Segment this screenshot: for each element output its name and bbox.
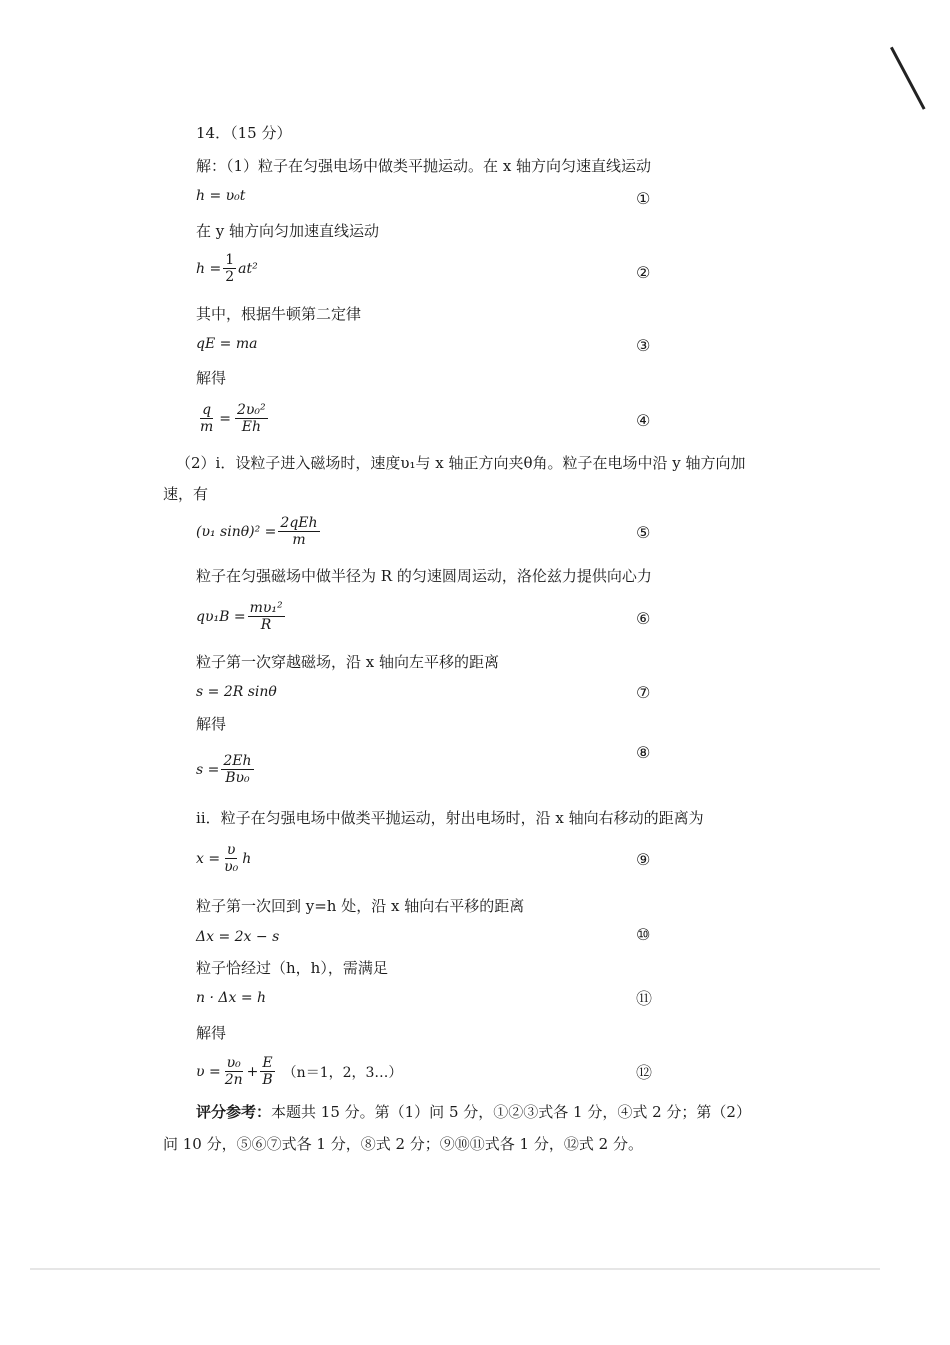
equation-3: qE = ma	[196, 336, 258, 352]
eq4-fraction-left	[198, 402, 215, 435]
equation-7: s = 2R sinθ	[196, 684, 277, 700]
part1-solve: 解得	[196, 369, 227, 387]
part2-circular: 粒子在匀强磁场中做半径为 R 的匀速圆周运动，洛伦兹力提供向心力	[196, 567, 652, 585]
eq12-plus: +	[246, 1063, 259, 1080]
eq8-lhs: s =	[196, 761, 220, 778]
equation-12	[196, 1055, 402, 1088]
eq2-fraction	[223, 252, 236, 285]
equation-10: Δx = 2x − s	[196, 929, 280, 945]
mark-3: ③	[636, 336, 651, 355]
equation-2	[196, 252, 258, 285]
problem-header: 14．（15 分）	[196, 124, 292, 142]
part2-solve1: 解得	[196, 715, 227, 733]
mark-7: ⑦	[636, 683, 651, 702]
eq12-den2: B	[262, 1072, 273, 1088]
equation-4: $\frac{q}{m}$ = $\frac{\text{2υ₀²}}{Eh}$	[200, 402, 266, 435]
eq2-lhs: h =	[196, 260, 222, 277]
part2-condition: 粒子恰经过（h，h），需满足	[196, 959, 388, 977]
scan-bottom-border	[30, 1268, 880, 1270]
eq4-num-right: 2υ₀²	[237, 402, 266, 418]
eq9-num: υ	[226, 842, 236, 858]
eq6-num: mυ₁²	[249, 600, 283, 616]
eq4-fraction-right	[235, 402, 268, 435]
part2-intro-line1: （2）ⅰ．设粒子进入磁场时，速度υ₁与 x 轴正方向夹θ角。粒子在电场中沿 y 轴方向加	[176, 454, 746, 472]
eq6-den: R	[260, 617, 272, 633]
eq2-rhs: at²	[238, 260, 258, 277]
equation-11: n · Δx = h	[196, 990, 267, 1006]
mark-10: ⑩	[636, 925, 651, 944]
part1-newton: 其中，根据牛顿第二定律	[196, 305, 362, 323]
mark-6: ⑥	[636, 609, 651, 628]
eq12-num1: υ₀	[226, 1055, 241, 1071]
eq6-lhs: qυ₁B =	[196, 608, 246, 625]
scoring-line2: 问 10 分，⑤⑥⑦式各 1 分，⑧式 2 分；⑨⑩⑪式各 1 分，⑫式 2 分。	[163, 1135, 643, 1153]
eq9-lhs: x =	[196, 850, 221, 867]
scoring-text1: 本题共 15 分。第（1）问 5 分，①②③式各 1 分，④式 2 分；第（2）	[271, 1103, 751, 1121]
scan-edge-line	[890, 47, 926, 110]
part2-solve2: 解得	[196, 1024, 227, 1042]
eq5-den: m	[292, 532, 306, 548]
equation-1: h = υ₀t	[196, 188, 246, 204]
eq12-lhs: υ =	[196, 1063, 221, 1080]
equation-8	[196, 753, 256, 786]
mark-8: ⑧	[636, 743, 651, 762]
eq12-condition: （n＝1，2，3…）	[282, 1064, 403, 1081]
mark-1: ①	[636, 189, 651, 208]
eq9-fraction	[222, 842, 240, 875]
eq8-num: 2Eh	[223, 753, 252, 769]
eq8-den: Bυ₀	[225, 770, 250, 786]
eq12-fraction-1	[223, 1055, 245, 1088]
scoring-line1	[196, 1103, 751, 1121]
eq5-fraction	[278, 515, 319, 548]
part2-first-pass: 粒子第一次穿越磁场，沿 x 轴向左平移的距离	[196, 653, 499, 671]
eq4-den-right: Eh	[241, 419, 261, 435]
part1-y-motion: 在 y 轴方向匀加速直线运动	[196, 222, 380, 240]
mark-5: ⑤	[636, 523, 651, 542]
part2-return: 粒子第一次回到 y=h 处，沿 x 轴向右平移的距离	[196, 897, 525, 915]
eq5-num: 2qEh	[280, 515, 318, 531]
mark-11: ⑪	[636, 989, 653, 1008]
eq12-num2: E	[262, 1055, 273, 1071]
equation-9	[196, 842, 251, 875]
equation-6	[196, 600, 287, 633]
mark-12: ⑫	[636, 1063, 653, 1082]
eq12-fraction-2	[260, 1055, 274, 1088]
mark-2: ②	[636, 263, 651, 282]
eq4-num-left: q	[202, 402, 212, 418]
equation-5	[196, 515, 322, 548]
eq8-fraction	[221, 753, 253, 786]
part2-ii-intro: ⅱ．粒子在匀强电场中做类平抛运动，射出电场时，沿 x 轴向右移动的距离为	[196, 809, 704, 827]
eq2-den: 2	[225, 269, 235, 285]
scoring-label: 评分参考：	[196, 1103, 272, 1121]
eq9-den: υ₀	[224, 859, 239, 875]
mark-4: ④	[636, 411, 651, 430]
eq4-den-left: m	[200, 419, 214, 435]
part2-intro-line2: 速，有	[163, 485, 209, 503]
eq6-fraction	[248, 600, 285, 633]
part1-intro: 解：（1）粒子在匀强电场中做类平抛运动。在 x 轴方向匀速直线运动	[196, 157, 652, 175]
eq2-num: 1	[225, 252, 235, 268]
mark-9: ⑨	[636, 850, 651, 869]
eq9-rhs: h	[242, 850, 252, 867]
eq5-lhs: (υ₁ sinθ)² =	[196, 523, 277, 540]
eq12-den1: 2n	[224, 1072, 243, 1088]
